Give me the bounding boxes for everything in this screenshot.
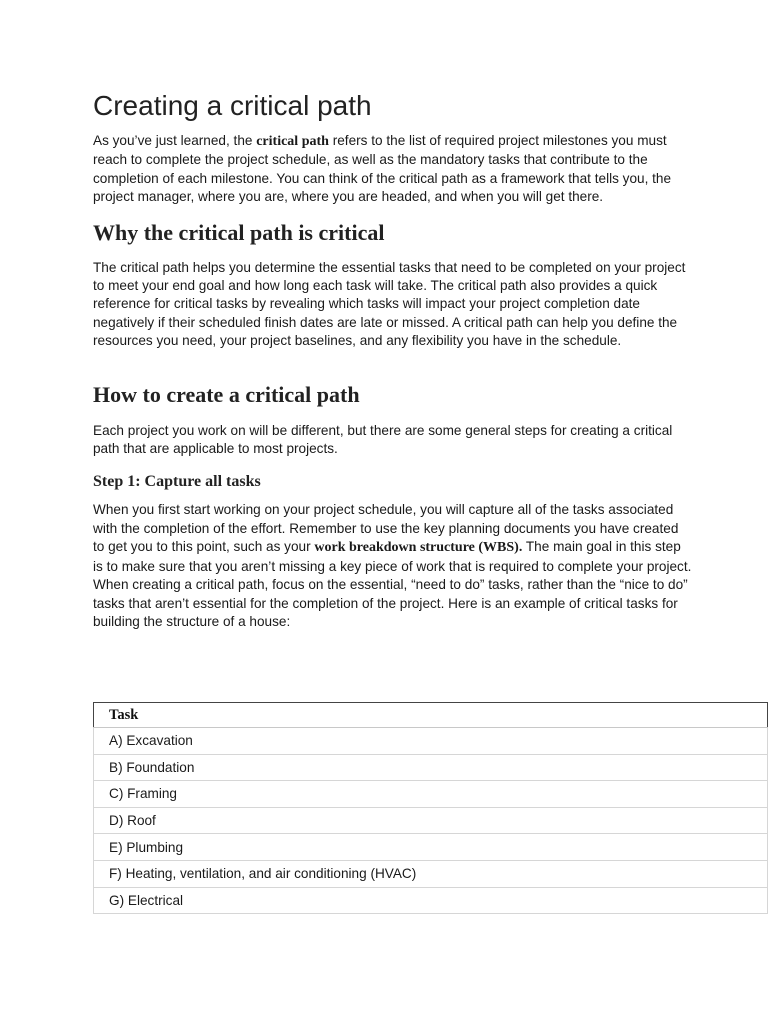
- intro-text-after: refers to the list of required project milestones you must reach to complete the project schedule, as well as the mandatory tasks that contribute to the completion of each milestone. You can think of the critical path as a framework that tells you, the project manager, where you are, where you are headed, and when you will get there.: [93, 133, 672, 205]
- section-why-paragraph: The critical path helps you determine the essential tasks that need to be completed on your project to meet your end goal and how long each task will take. The critical path also provides a quick reference for critical tasks by revealing which tasks will impact your project completion date negatively if their scheduled finish dates are late or missed. A critical path can help you define the resources you need, your project baselines, and any flexibility you have in the schedule.: [93, 259, 686, 349]
- table-row: [94, 728, 768, 755]
- intro-text-before: As you’ve just learned, the: [93, 133, 257, 148]
- table-cell: F) Heating, ventilation, and air conditioning (HVAC): [94, 860, 768, 887]
- intro-paragraph: [93, 132, 693, 207]
- step1-bold-term: work breakdown structure (WBS).: [314, 540, 523, 556]
- step1-text-after: The main goal in this step is to make sure that you aren’t missing a key piece of work that is required to complete your project. When creating a critical path, focus on the essential, “need to do” tasks, rather than the “nice to do” tasks that aren’t essential for the completion of the project. Here is an example of critical tasks for building the structure of a house:: [93, 539, 692, 629]
- section-how-paragraph: Each project you work on will be different, but there are some general steps for creating a critical path that are applicable to most projects.: [93, 422, 673, 457]
- table-header-row: [94, 703, 768, 728]
- page-title: Creating a critical path: [93, 90, 372, 121]
- table-cell: C) Framing: [94, 781, 768, 808]
- step1-heading: Step 1: Capture all tasks: [93, 473, 261, 491]
- table-cell: B) Foundation: [94, 754, 768, 781]
- table-row: [94, 781, 768, 808]
- table-row: [94, 834, 768, 861]
- section-heading-how: How to create a critical path: [93, 381, 360, 407]
- table-row: [94, 807, 768, 834]
- task-table: [93, 702, 768, 914]
- table-cell: G) Electrical: [94, 887, 768, 914]
- table-row: [94, 754, 768, 781]
- table-cell: A) Excavation: [94, 728, 768, 755]
- table-row: [94, 860, 768, 887]
- intro-bold-term: critical path: [256, 134, 329, 149]
- step1-text-before: When you first start working on your project schedule, you will capture all of the tasks associated with the completion of the effort. Remember to use the key planning documents you have created to get you to this point, such as your: [93, 502, 679, 555]
- table-cell: D) Roof: [94, 807, 768, 834]
- table-header-task: Task: [94, 703, 768, 728]
- table-cell: E) Plumbing: [94, 834, 768, 861]
- step1-paragraph: [93, 501, 693, 631]
- section-heading-why: Why the critical path is critical: [93, 219, 385, 245]
- table-row: [94, 887, 768, 914]
- document-body: [93, 88, 693, 631]
